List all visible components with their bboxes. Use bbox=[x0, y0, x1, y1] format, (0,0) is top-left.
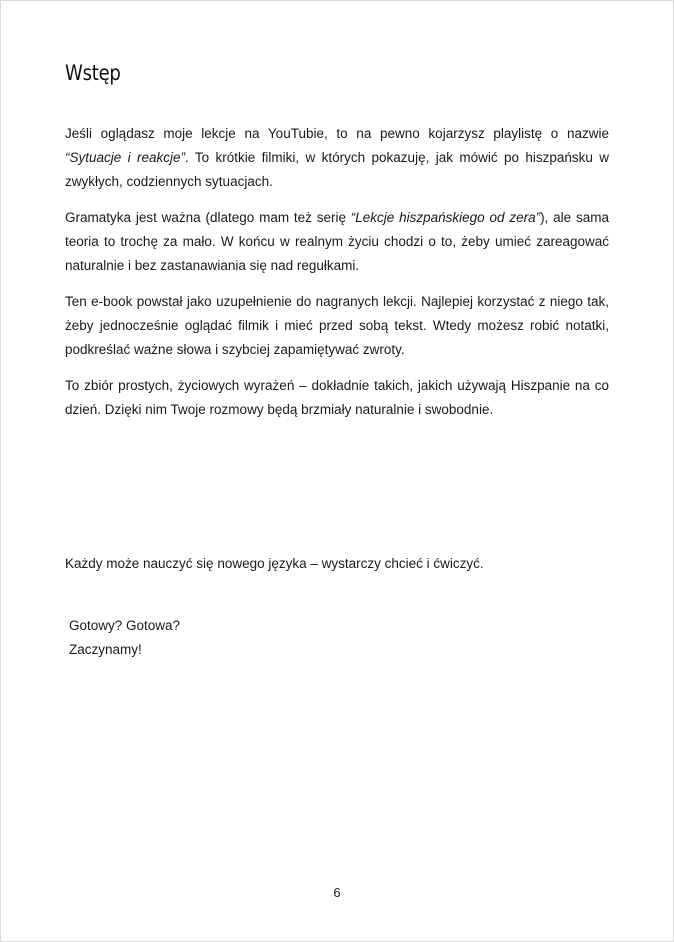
playlist-name: “Sytuacje i reakcje” bbox=[65, 150, 186, 165]
page-title: Wstęp bbox=[65, 61, 121, 85]
paragraph-2-text-a: Gramatyka jest ważna (dlatego mam też serię bbox=[65, 210, 351, 225]
page-number: 6 bbox=[333, 885, 341, 900]
paragraph-1-text-b: . To krótkie filmiki, w których pokazuję, jak mówić po hiszpańsku w zwykłych, codziennych sytuacjach. bbox=[65, 150, 609, 189]
paragraph-2 bbox=[65, 206, 609, 278]
paragraph-1-text-a: Jeśli oglądasz moje lekcje na YouTubie, to na pewno kojarzysz playlistę o nazwie bbox=[65, 126, 609, 141]
intro-body bbox=[65, 122, 609, 434]
paragraph-1 bbox=[65, 122, 609, 194]
paragraph-4: To zbiór prostych, życiowych wyrażeń – dokładnie takich, jakich używają Hiszpanie na co dzień. Dzięki nim Twoje rozmowy będą brzmiały naturalnie i swobodnie. bbox=[65, 378, 609, 417]
signoff-line-2: Zaczynamy! bbox=[69, 642, 142, 657]
closing-sentence: Każdy może nauczyć się nowego języka – wystarczy chcieć i ćwiczyć. bbox=[65, 556, 484, 571]
paragraph-3: Ten e-book powstał jako uzupełnienie do nagranych lekcji. Najlepiej korzystać z niego tak, żeby jednocześnie oglądać filmik i mieć przed sobą tekst. Wtedy możesz robić notatki, podkreślać ważne słowa i szybciej zapamiętywać zwroty. bbox=[65, 294, 609, 357]
signoff-line-1: Gotowy? Gotowa? bbox=[69, 618, 181, 633]
paragraph-2-text-b: ), ale sama teoria to trochę za mało. W końcu w realnym życiu chodzi o to, żeby umieć zareagować naturalnie i bez zastanawiania się nad regułkami. bbox=[65, 210, 609, 273]
series-name: “Lekcje hiszpańskiego od zera” bbox=[350, 210, 541, 225]
signoff bbox=[69, 614, 180, 662]
